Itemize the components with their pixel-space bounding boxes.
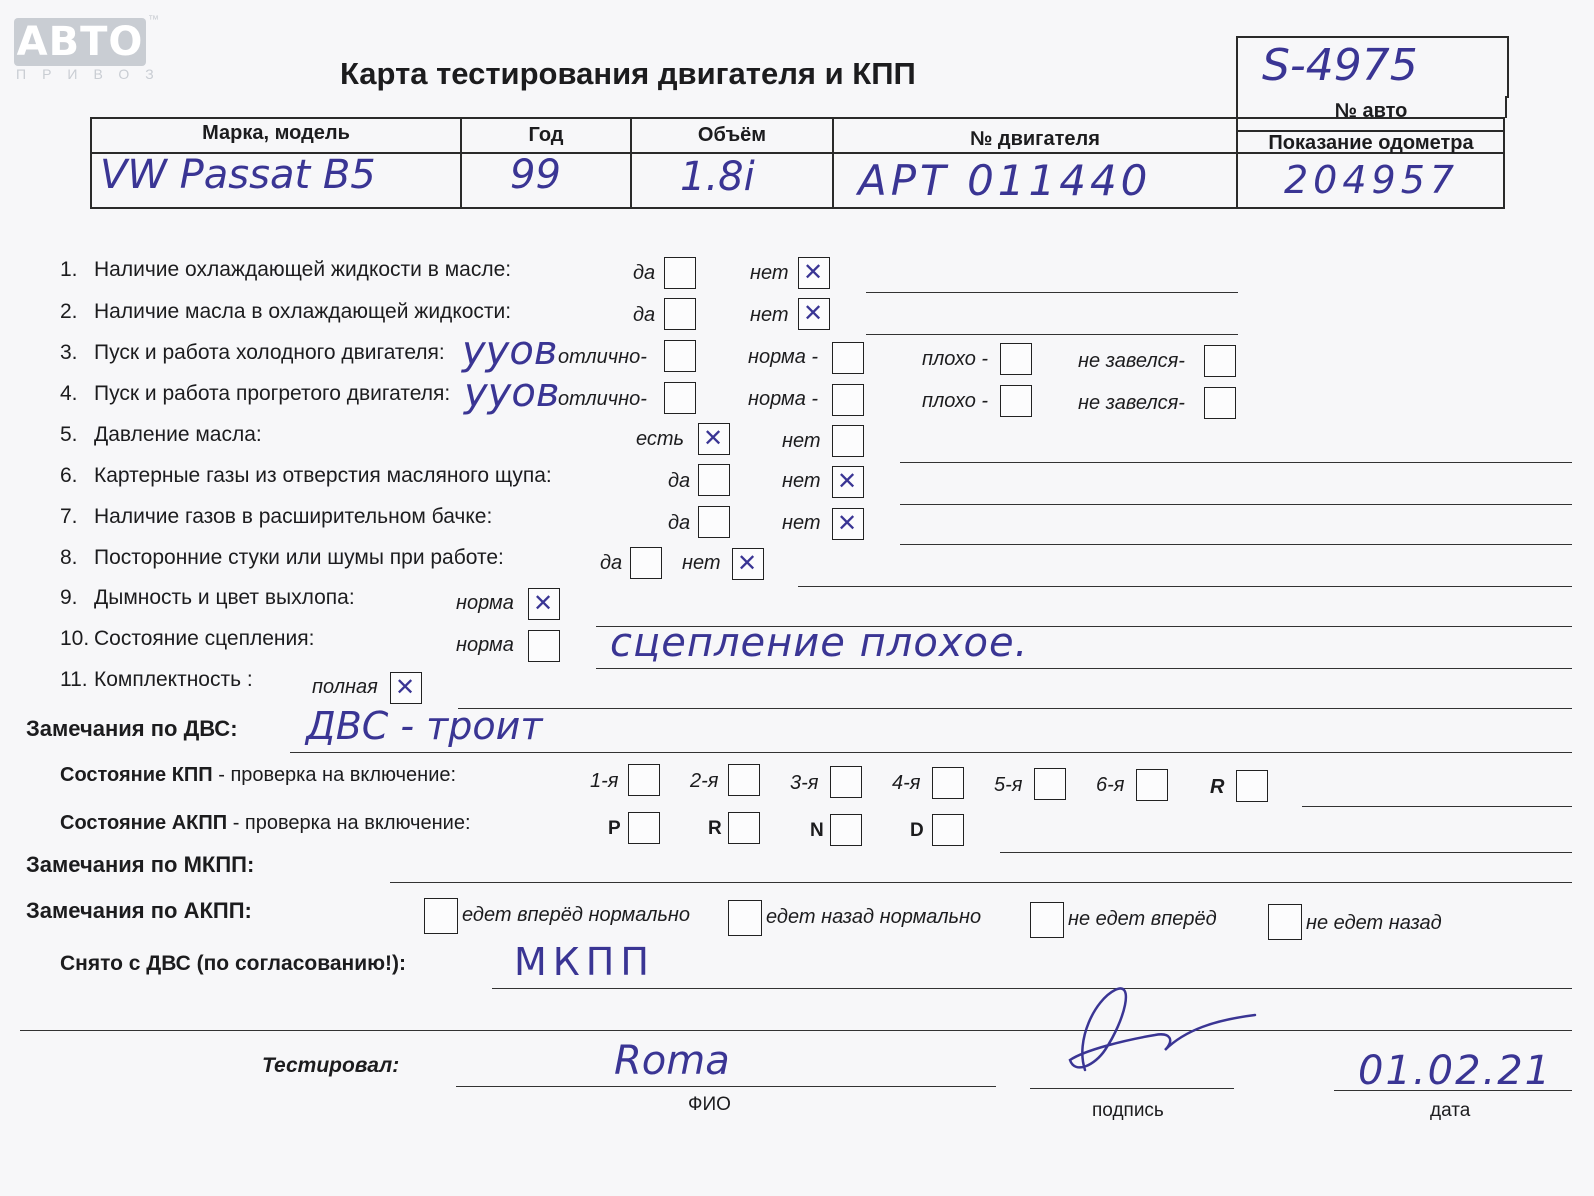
checkbox-complete[interactable] bbox=[390, 672, 422, 704]
checkbox-yes[interactable] bbox=[664, 257, 696, 289]
gear-checkbox[interactable] bbox=[1136, 769, 1168, 801]
option-label-present: есть bbox=[636, 428, 685, 450]
question-number: 9. bbox=[60, 586, 78, 609]
signature-caption: подпись bbox=[1092, 1100, 1164, 1121]
divider-line bbox=[20, 1030, 1572, 1031]
checkbox-yes[interactable] bbox=[698, 464, 730, 496]
akpp-label-rest: - проверка на включение: bbox=[227, 812, 471, 834]
option-label-not-started: не завелся- bbox=[1078, 350, 1185, 372]
question-number: 1. bbox=[60, 258, 78, 281]
removed-value: МКПП bbox=[514, 940, 655, 984]
checkbox-normal[interactable] bbox=[832, 384, 864, 416]
test-date: 01.02.21 bbox=[1358, 1048, 1553, 1094]
checkbox-yes[interactable] bbox=[664, 298, 696, 330]
checkbox-no[interactable] bbox=[832, 425, 864, 457]
model-value: VW Passat B5 bbox=[100, 152, 376, 198]
option-label-no: нет bbox=[682, 552, 721, 574]
name-caption: ФИО bbox=[688, 1094, 731, 1115]
year-value: 99 bbox=[510, 152, 561, 198]
gear-checkbox[interactable] bbox=[830, 766, 862, 798]
remarks-mkpp-label: Замечания по МКПП: bbox=[26, 852, 255, 877]
handwritten-note: ууов bbox=[464, 370, 560, 416]
question-number: 2. bbox=[60, 300, 78, 323]
question-text: Наличие газов в расширительном бачке: bbox=[94, 505, 493, 528]
checkbox-no-backward[interactable] bbox=[1268, 904, 1302, 940]
akpp-gear-label: N bbox=[810, 820, 824, 841]
remarks-engine-label: Замечания по ДВС: bbox=[26, 716, 238, 741]
question-text: Пуск и работа холодного двигателя: bbox=[94, 341, 445, 364]
gear-label: 1-я bbox=[590, 770, 619, 792]
handwritten-note: ууов bbox=[462, 328, 558, 374]
checkbox-excellent[interactable] bbox=[664, 340, 696, 372]
question-number: 10. bbox=[60, 627, 90, 650]
option-label-no: нет bbox=[750, 262, 789, 284]
akpp-gear-checkbox[interactable] bbox=[628, 812, 660, 844]
option-label-no: нет bbox=[782, 512, 821, 534]
option-label-excellent: отлично- bbox=[558, 388, 647, 410]
checkbox-no[interactable] bbox=[832, 466, 864, 498]
option-label-yes: да bbox=[668, 512, 691, 534]
remark-line bbox=[1302, 806, 1572, 807]
engine-number-value: APT 011440 bbox=[858, 156, 1152, 205]
volume-value: 1.8i bbox=[680, 154, 755, 200]
auto-number-box bbox=[1236, 36, 1509, 98]
trademark-mark: ™ bbox=[148, 14, 159, 26]
option-label-no: нет bbox=[782, 470, 821, 492]
gear-checkbox[interactable] bbox=[1034, 768, 1066, 800]
gear-label: R bbox=[1210, 776, 1225, 798]
removed-label: Снято с ДВС (по согласованию!): bbox=[60, 952, 407, 975]
question-text: Картерные газы из отверстия масляного щупа: bbox=[94, 464, 552, 487]
signature-drawing bbox=[1055, 980, 1285, 1090]
question-number: 6. bbox=[60, 464, 78, 487]
checkbox-backward-ok[interactable] bbox=[728, 900, 762, 936]
question-text: Пуск и работа прогретого двигателя: bbox=[94, 382, 451, 405]
kpp-label-rest: - проверка на включение: bbox=[212, 764, 457, 786]
question-text: Давление масла: bbox=[94, 423, 262, 446]
option-label-backward-ok: едет назад нормально bbox=[766, 906, 982, 928]
question-text: Наличие охлаждающей жидкости в масле: bbox=[94, 258, 512, 281]
gear-checkbox[interactable] bbox=[1236, 770, 1268, 802]
option-label-not-started: не завелся- bbox=[1078, 392, 1185, 414]
option-label-normal: норма bbox=[456, 634, 514, 656]
question-text: Наличие масла в охлаждающей жидкости: bbox=[94, 300, 512, 323]
akpp-gear-label: R bbox=[708, 818, 722, 839]
gear-checkbox[interactable] bbox=[628, 764, 660, 796]
name-line bbox=[456, 1086, 996, 1087]
option-label-no: нет bbox=[782, 430, 821, 452]
checkbox-no[interactable] bbox=[832, 508, 864, 540]
odometer-value: 204957 bbox=[1284, 158, 1460, 202]
checkbox-normal[interactable] bbox=[528, 588, 560, 620]
option-label-yes: да bbox=[633, 262, 656, 284]
checkbox-excellent[interactable] bbox=[664, 382, 696, 414]
auto-number-value: S-4975 bbox=[1262, 40, 1418, 91]
header-col-volume: Объём bbox=[697, 124, 767, 146]
gear-label: 4-я bbox=[892, 772, 921, 794]
remark-line bbox=[900, 462, 1572, 463]
gear-label: 5-я bbox=[994, 774, 1023, 796]
kpp-label bbox=[60, 764, 456, 787]
checkbox-forward-ok[interactable] bbox=[424, 898, 458, 934]
gear-checkbox[interactable] bbox=[932, 767, 964, 799]
option-label-no-forward: не едет вперёд bbox=[1068, 908, 1217, 930]
akpp-label bbox=[60, 812, 471, 835]
question-number: 3. bbox=[60, 341, 78, 364]
logo-subtitle: ПРИВОЗ bbox=[16, 66, 170, 82]
clutch-remark: сцепление плохое. bbox=[610, 620, 1029, 666]
kpp-label-bold: Состояние КПП bbox=[60, 764, 213, 786]
question-number: 8. bbox=[60, 546, 78, 569]
date-line bbox=[1334, 1090, 1572, 1091]
logo: АВТО bbox=[14, 18, 146, 66]
gear-label: 3-я bbox=[790, 772, 819, 794]
option-label-bad: плохо - bbox=[922, 390, 989, 412]
remark-line bbox=[458, 708, 1572, 709]
tester-name: Roma bbox=[614, 1038, 730, 1084]
remarks-akpp-label: Замечания по АКПП: bbox=[26, 898, 252, 923]
akpp-gear-label: P bbox=[608, 818, 621, 839]
option-label-normal: норма - bbox=[748, 388, 819, 410]
remark-line bbox=[900, 544, 1572, 545]
question-text: Посторонние стуки или шумы при работе: bbox=[94, 546, 504, 569]
gear-label: 6-я bbox=[1096, 774, 1125, 796]
question-text: Дымность и цвет выхлопа: bbox=[94, 586, 355, 609]
option-label-excellent: отлично- bbox=[558, 346, 647, 368]
remark-line bbox=[1000, 852, 1572, 853]
checkbox-not-started[interactable] bbox=[1204, 387, 1236, 419]
question-number: 11. bbox=[60, 668, 88, 691]
question-text: Комплектность : bbox=[94, 668, 253, 691]
auto-number-label: № авто bbox=[1334, 100, 1408, 122]
remarks-engine-value: ДВС - троит bbox=[306, 704, 543, 748]
remark-line bbox=[866, 292, 1238, 293]
checkbox-bad[interactable] bbox=[1000, 385, 1032, 417]
question-number: 5. bbox=[60, 423, 78, 446]
question-text: Состояние сцепления: bbox=[94, 627, 315, 650]
remark-line bbox=[866, 334, 1238, 335]
remark-line bbox=[390, 882, 1572, 883]
tested-label: Тестировал: bbox=[262, 1054, 400, 1077]
checkbox-normal[interactable] bbox=[832, 342, 864, 374]
akpp-gear-label: D bbox=[910, 820, 924, 841]
checkbox-present[interactable] bbox=[698, 423, 730, 455]
checkbox-not-started[interactable] bbox=[1204, 345, 1236, 377]
akpp-label-bold: Состояние АКПП bbox=[60, 812, 228, 834]
header-col-odometer: Показание одометра bbox=[1268, 132, 1474, 154]
question-number: 4. bbox=[60, 382, 78, 405]
checkbox-bad[interactable] bbox=[1000, 343, 1032, 375]
akpp-gear-checkbox[interactable] bbox=[728, 812, 760, 844]
option-label-yes: да bbox=[600, 552, 623, 574]
remark-line bbox=[798, 586, 1572, 587]
checkbox-no[interactable] bbox=[798, 257, 830, 289]
remark-line bbox=[492, 988, 1572, 989]
option-label-forward-ok: едет вперёд нормально bbox=[462, 904, 691, 926]
header-col-year: Год bbox=[528, 124, 564, 146]
akpp-gear-checkbox[interactable] bbox=[932, 814, 964, 846]
option-label-no-backward: не едет назад bbox=[1306, 912, 1442, 934]
page-title: Карта тестирования двигателя и КПП bbox=[340, 56, 916, 91]
akpp-gear-checkbox[interactable] bbox=[830, 814, 862, 846]
checkbox-no-forward[interactable] bbox=[1030, 902, 1064, 938]
option-label-yes: да bbox=[633, 304, 656, 326]
checkbox-yes[interactable] bbox=[630, 547, 662, 579]
remark-line bbox=[596, 668, 1572, 669]
remark-line bbox=[290, 752, 1572, 753]
checkbox-no[interactable] bbox=[732, 548, 764, 580]
option-label-bad: плохо - bbox=[922, 348, 989, 370]
header-col-engine-number: № двигателя bbox=[970, 128, 1100, 150]
remark-line bbox=[900, 504, 1572, 505]
option-label-yes: да bbox=[668, 470, 691, 492]
option-label-complete: полная bbox=[312, 676, 378, 698]
option-label-normal: норма - bbox=[748, 346, 819, 368]
checkbox-yes[interactable] bbox=[698, 506, 730, 538]
checkbox-normal[interactable] bbox=[528, 630, 560, 662]
question-number: 7. bbox=[60, 505, 78, 528]
option-label-normal: норма bbox=[456, 592, 514, 614]
option-label-no: нет bbox=[750, 304, 789, 326]
checkbox-no[interactable] bbox=[798, 298, 830, 330]
gear-label: 2-я bbox=[690, 770, 719, 792]
gear-checkbox[interactable] bbox=[728, 764, 760, 796]
date-caption: дата bbox=[1430, 1100, 1471, 1121]
header-col-model: Марка, модель bbox=[202, 122, 350, 144]
